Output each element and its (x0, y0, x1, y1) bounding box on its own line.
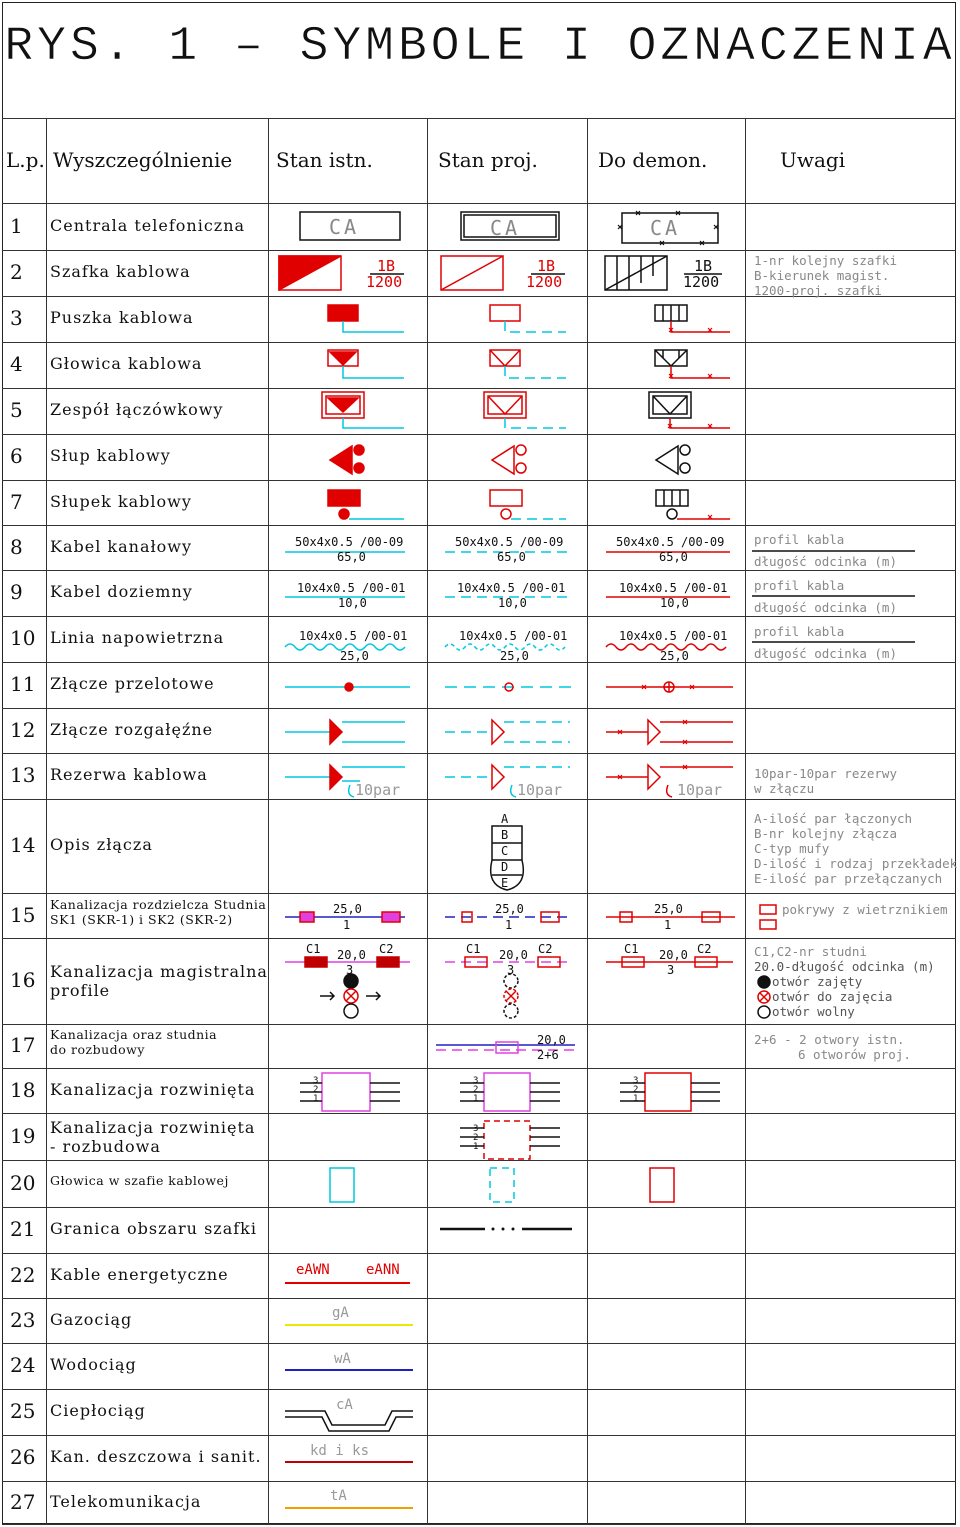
note-line: 1-nr kolejny szafki (754, 253, 897, 268)
kanalowy-demolish-bottom: 65,0 (659, 550, 688, 564)
kan17-top: 20,0 (537, 1033, 566, 1047)
header-stan-proj: Stan proj. (438, 148, 538, 172)
row-description-cell: Rezerwa kablowa (50, 765, 208, 784)
napow-existing-bottom: 25,0 (340, 649, 369, 663)
row-number: 8 (10, 534, 23, 559)
kan16-project-len: 20,0 (499, 948, 528, 962)
rozwinieta-number: 1 (633, 1094, 639, 1104)
row-description-cell: Słup kablowy (50, 446, 171, 465)
rozwinieta-number: 2 (473, 1085, 479, 1095)
rozwinieta-project (484, 1073, 530, 1111)
row-description-cell: Opis złącza (50, 835, 153, 854)
row-description-cell: Linia napowietrzna (50, 628, 225, 647)
cieplo-label: cA (336, 1397, 353, 1413)
kan16-existing-num: 3 (346, 963, 354, 977)
napow-project-bottom: 25,0 (500, 649, 529, 663)
row-number: 10 (10, 626, 36, 650)
row-description-cell: Kabel kanałowy (50, 536, 193, 556)
kan16-project-num: 3 (507, 963, 515, 977)
row-number: 7 (10, 489, 23, 514)
row-description-cell: Złącze przelotowe (50, 674, 215, 693)
note-line: C-typ mufy (754, 841, 830, 856)
note-line: długość odcinka (m) (754, 600, 897, 615)
row-description-cell: Wodociąg (50, 1355, 137, 1374)
kanalowy-demolish-top: 50x4x0.5 /00-09 (616, 535, 725, 549)
gaz-label: gA (332, 1305, 349, 1321)
note-line: B-kierunek magist. (754, 268, 890, 283)
note-line: w złączu (754, 781, 815, 796)
glowica-szafa-existing (330, 1168, 354, 1202)
header-lp: L.p. (6, 148, 45, 172)
row-number: 18 (10, 1077, 36, 1102)
note-line: otwór wolny (772, 1004, 855, 1019)
row-description-cell: Gazociąg (50, 1309, 133, 1329)
row-description-cont: do rozbudowy (50, 1042, 145, 1057)
note-line: profil kabla (754, 532, 845, 547)
rozbudowa-symbol (484, 1121, 530, 1159)
rezerwa-demolish (648, 765, 660, 789)
doziemny-demolish-bottom: 10,0 (660, 596, 689, 610)
row-description-cell: Kanalizacja rozwinięta (50, 1079, 256, 1099)
kan16-demolish-num: 3 (667, 963, 675, 977)
note-line: długość odcinka (m) (754, 554, 897, 569)
kan16-project-c2: C2 (538, 942, 553, 956)
opis-letter: A (501, 812, 509, 826)
note-line: profil kabla (754, 578, 845, 593)
rozwinieta-number: 1 (473, 1142, 479, 1152)
opis-letter: D (501, 860, 509, 874)
note-line: 10par-10par rezerwy (754, 766, 897, 781)
szafka-existing-proj: 1200 (366, 273, 403, 291)
napow-existing-top: 10x4x0.5 /00-01 (299, 629, 408, 643)
note-line: otwór do zajęcia (772, 989, 893, 1004)
tele-label: tA (330, 1488, 347, 1504)
row-number: 2 (10, 260, 23, 284)
kanalowy-project-top: 50x4x0.5 /00-09 (455, 535, 564, 549)
row-description-cont: profile (50, 981, 111, 1000)
kan16-existing-c2: C2 (379, 942, 394, 956)
slup-demolish (656, 446, 678, 474)
glowica-szafa-demolish (650, 1168, 674, 1202)
napow-project-top: 10x4x0.5 /00-01 (459, 629, 568, 643)
row-number: 20 (10, 1170, 36, 1195)
row-number: 23 (10, 1307, 36, 1332)
row-number: 13 (10, 763, 36, 787)
row-number: 27 (10, 1489, 36, 1514)
rozgalezne-existing (330, 720, 342, 744)
row-number: 9 (10, 580, 23, 604)
kanalizacja-rozbudowa-symbol (496, 1042, 518, 1053)
rozgalezne-project (492, 720, 504, 744)
row-description: Kanalizacja oraz studnia (50, 1027, 218, 1042)
doziemny-project-top: 10x4x0.5 /00-01 (457, 581, 566, 595)
rozwinieta-number: 2 (633, 1085, 639, 1095)
note-line: długość odcinka (m) (754, 646, 897, 661)
kanal-label: kd i ks (310, 1443, 370, 1459)
note-line: B-nr kolejny złącza (754, 826, 897, 841)
rezerwa-project (492, 765, 504, 789)
rozwinieta-number: 3 (473, 1124, 479, 1134)
row-description-cell: Szafka kablowa (50, 262, 191, 281)
rozwinieta-number: 3 (633, 1076, 639, 1086)
glowica-szafa-project (490, 1168, 514, 1202)
szafka-project-nr: 1B (537, 257, 556, 275)
kanalowy-project-bottom: 65,0 (497, 550, 526, 564)
row-number: 11 (10, 672, 36, 696)
note-line: A-ilość par łączonych (754, 811, 913, 826)
note-line: profil kabla (754, 624, 845, 639)
rozwinieta-number: 2 (473, 1133, 479, 1143)
row-description: Kanalizacja rozwinięta (50, 1117, 256, 1137)
row-description-cell: Telekomunikacja (50, 1491, 202, 1511)
row-description-cell: Ciepłociąg (50, 1401, 146, 1420)
doziemny-existing-top: 10x4x0.5 /00-01 (297, 581, 406, 595)
slup-project (492, 446, 514, 474)
kan15-existing-top: 25,0 (333, 902, 362, 916)
kan15-demolish-bottom: 1 (664, 918, 672, 932)
note-line: D-ilość i rodzaj przekładek (754, 856, 958, 871)
page-title: RYS. 1 – SYMBOLE I OZNACZENIA (4, 20, 956, 74)
row-description-cont: SK1 (SKR-1) i SK2 (SKR-2) (50, 911, 233, 927)
row-number: 26 (10, 1445, 36, 1469)
row-number: 24 (10, 1353, 36, 1377)
rezerwa-demolish-label: 10par (677, 781, 723, 799)
rezerwa-project-label: 10par (517, 781, 563, 799)
row-description-cell: Puszka kablowa (50, 308, 194, 327)
zlacze-existing (345, 683, 353, 691)
header-wyszczegolnienie: Wyszczególnienie (53, 148, 233, 172)
kan15-existing-bottom: 1 (343, 918, 351, 932)
note-line: 6 otworów proj. (798, 1047, 911, 1062)
row-description-cell: Słupek kablowy (50, 491, 192, 511)
eann-label: eANN (366, 1262, 400, 1278)
rozgalezne-demolish (648, 720, 660, 744)
row-number: 16 (10, 968, 36, 992)
row-number: 15 (10, 902, 36, 927)
doziemny-existing-bottom: 10,0 (338, 596, 367, 610)
row-description-cell: Kable energetyczne (50, 1264, 229, 1284)
ca-project-label: CA (490, 216, 521, 240)
opis-letter: C (501, 844, 509, 858)
kan16-existing-c1: C1 (306, 942, 321, 956)
row-description-cell: Głowica w szafie kablowej (50, 1172, 229, 1188)
row-number: 22 (10, 1262, 36, 1287)
rozwinieta-number: 1 (473, 1094, 479, 1104)
kan15-project-top: 25,0 (495, 902, 524, 916)
kan16-demolish-len: 20,0 (659, 948, 688, 962)
row-description-cell: Kabel doziemny (50, 582, 193, 601)
row-number: 19 (10, 1123, 36, 1148)
row-description-cell: Głowica kablowa (50, 354, 203, 373)
kan16-project-c1: C1 (466, 942, 481, 956)
row-description-cont: - rozbudowa (50, 1136, 161, 1156)
note-line: 2+6 - 2 otwory istn. (754, 1032, 905, 1047)
szafka-existing-fill (279, 256, 341, 290)
glowica-project (490, 350, 520, 366)
row-number: 4 (10, 352, 23, 376)
row-number: 21 (10, 1217, 36, 1241)
kan16-existing-len: 20,0 (337, 948, 366, 962)
row-description: Kanalizacja rozdzielcza Studnia (50, 896, 267, 912)
note-line: 20.0-długość odcinka (m) (754, 959, 935, 974)
kanalizacja-c1-existing (305, 957, 327, 967)
rezerwa-existing (330, 765, 342, 789)
kanalowy-existing-top: 50x4x0.5 /00-09 (295, 535, 404, 549)
row-number: 17 (10, 1033, 36, 1057)
row-number: 12 (10, 717, 36, 742)
slupek-project (490, 490, 522, 506)
rozwinieta-demolish (645, 1073, 691, 1111)
note-line: 1200-proj. szafki (754, 283, 882, 298)
kan15-demolish-top: 25,0 (654, 902, 683, 916)
note-line: pokrywy z wietrznikiem (782, 902, 948, 917)
szafka-demolish-proj: 1200 (683, 273, 720, 291)
doziemny-project-bottom: 10,0 (498, 596, 527, 610)
szafka-existing-nr: 1B (377, 257, 396, 275)
note-line: C1,C2-nr studni (754, 944, 867, 959)
rezerwa-existing-label: 10par (355, 781, 401, 799)
napow-demolish-bottom: 25,0 (660, 649, 689, 663)
kanalowy-existing-bottom: 65,0 (337, 550, 366, 564)
opis-letter: E (501, 876, 509, 890)
rozwinieta-number: 1 (313, 1094, 319, 1104)
szafka-demolish-nr: 1B (694, 257, 713, 275)
row-description-cell: Kan. deszczowa i sanit. (50, 1447, 262, 1466)
opis-letter: B (501, 828, 509, 842)
header-stan-istn: Stan istn. (276, 148, 373, 172)
row-number: 6 (10, 444, 23, 468)
eawn-label: eAWN (296, 1262, 330, 1278)
rozwinieta-number: 3 (473, 1076, 479, 1086)
row-description-cell: Złącze rozgałęźne (50, 719, 214, 739)
rozwinieta-existing (322, 1073, 370, 1111)
row-description-cell: Centrala telefoniczna (50, 215, 246, 235)
header-do-demon: Do demon. (598, 148, 708, 172)
ca-existing-label: CA (329, 215, 360, 239)
row-number: 3 (10, 306, 23, 330)
row-description: Kanalizacja magistralna (50, 962, 268, 981)
kan15-project-bottom: 1 (505, 918, 513, 932)
napow-demolish-top: 10x4x0.5 /00-01 (619, 629, 728, 643)
slup-existing (330, 446, 352, 474)
rozwinieta-number: 3 (313, 1076, 319, 1086)
kan16-demolish-c2: C2 (697, 942, 712, 956)
szafka-project-proj: 1200 (526, 273, 563, 291)
woda-label: wA (334, 1351, 351, 1367)
header-uwagi: Uwagi (780, 148, 846, 172)
note-line: otwór zajęty (772, 974, 863, 989)
puszka-existing (328, 305, 358, 321)
puszka-project (490, 305, 520, 321)
glowica-demolish (655, 350, 687, 366)
row-number: 14 (10, 833, 36, 857)
note-line: E-ilość par przełączanych (754, 871, 943, 886)
row-number: 25 (10, 1399, 36, 1423)
slupek-existing (328, 490, 360, 506)
rozwinieta-number: 2 (313, 1085, 319, 1095)
row-description-cell: Granica obszaru szafki (50, 1219, 257, 1238)
ca-demolish-label: CA (650, 216, 681, 240)
doziemny-demolish-top: 10x4x0.5 /00-01 (619, 581, 728, 595)
row-number: 5 (10, 398, 23, 422)
row-number: 1 (10, 213, 23, 238)
studnia-sk1-existing (300, 912, 314, 922)
kan17-bottom: 2+6 (537, 1048, 559, 1062)
kan16-demolish-c1: C1 (624, 942, 639, 956)
row-description-cell: Zespół łączówkowy (50, 400, 224, 419)
